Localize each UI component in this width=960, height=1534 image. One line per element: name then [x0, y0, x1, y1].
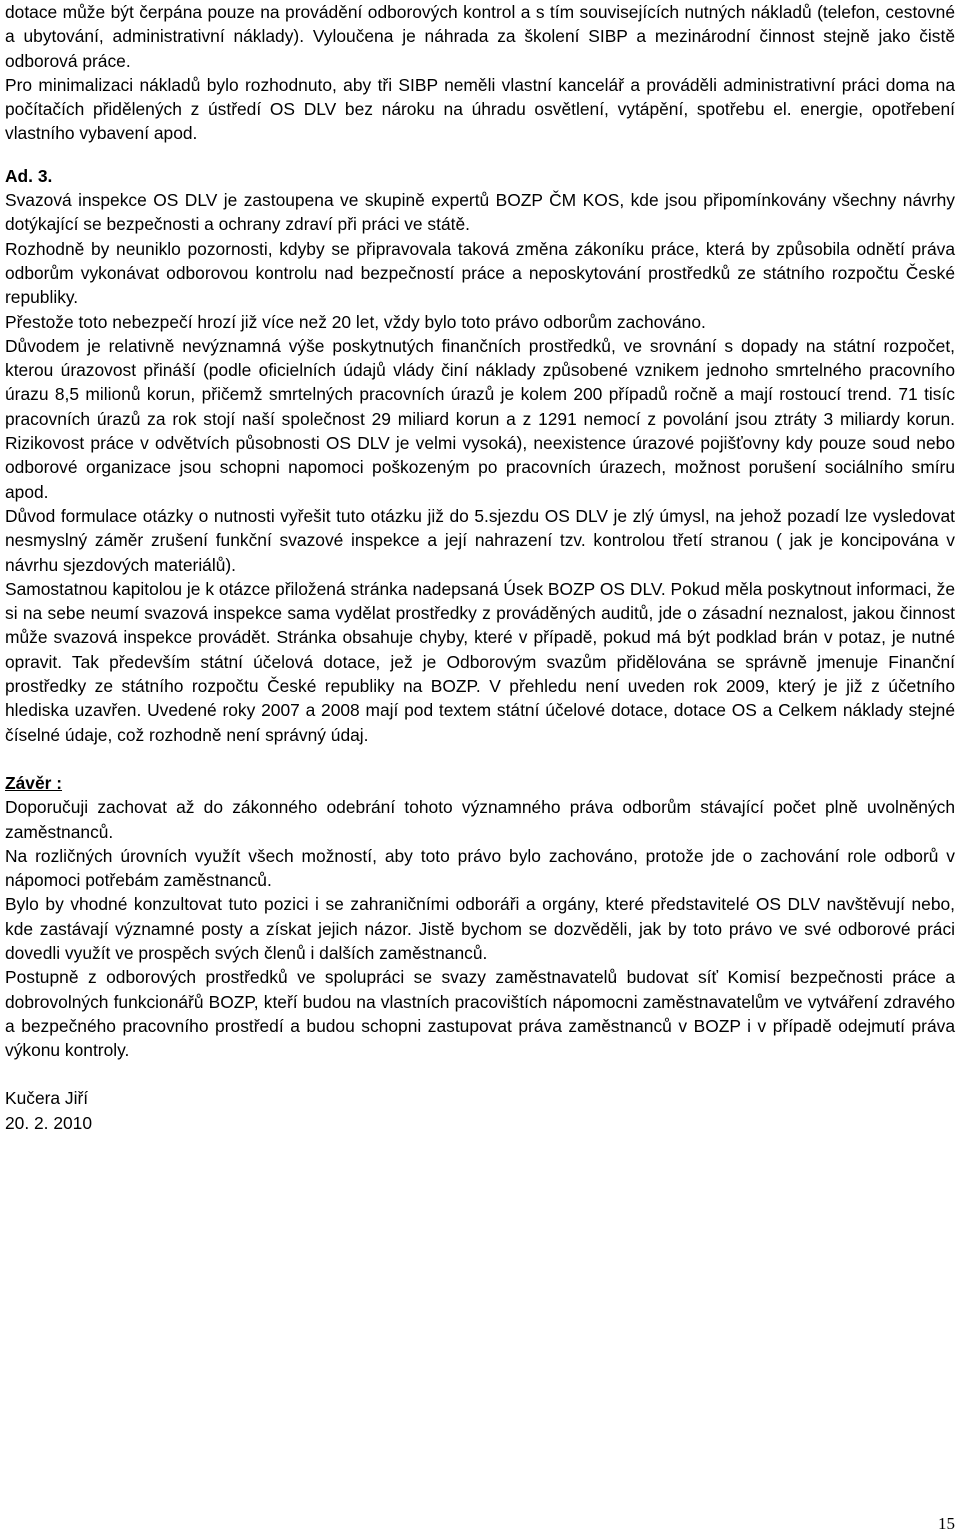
body-paragraph: Rozhodně by neuniklo pozornosti, kdyby se připravovala taková změna zákoníku práce, která by způsobila odnětí práva odborům vykonávat odborovou kontrolu nad bezpečností práce a neposkytování prostředků ze státního rozpočtu České republiky. — [5, 238, 955, 308]
body-paragraph: dotace může být čerpána pouze na provádění odborových kontrol a s tím souvisejících nutných nákladů (telefon, cestovné a ubytování, administrativní náklady). Vyloučena je náhrada za školení SIBP a mezinárodní činnost stejně jako čistě odborová práce. — [5, 2, 955, 71]
document-page — [5, 0, 955, 1135]
conclusion-heading: Závěr : — [5, 772, 63, 793]
body-paragraph: Důvod formulace otázky o nutnosti vyřešit tuto otázku již do 5.sjezdu OS DLV je zlý úmysl, na jehož pozadí lze vysledovat nesmyslný záměr zrušení funkční svazové inspekce a její nahrazení tzv. kontrolou třetí stranou ( jak je koncipována v návrhu sjezdových materiálů). — [5, 505, 955, 575]
spacer — [5, 146, 955, 164]
body-paragraph: Pro minimalizaci nákladů bylo rozhodnuto, aby tři SIBP neměli vlastní kancelář a prováděli administrativní práci doma na počítačích přidělených z ústředí OS DLV bez nároku na úhradu osvětlení, vytápění, spotřebu el. energie, opotřebení vlastního vybavení apod. — [5, 74, 955, 144]
spacer — [5, 747, 955, 771]
body-paragraph: Na rozličných úrovních využít všech možností, aby toto právo bylo zachováno, protože jde o zachování role odborů v nápomoci potřebám zaměstnanců. — [5, 845, 955, 891]
body-paragraph: Doporučuji zachovat až do zákonného odebrání tohoto významného práva odborům stávající počet plně uvolněných zaměstnanců. — [5, 797, 955, 842]
page-number: 15 — [938, 1514, 955, 1533]
body-paragraph: Přestože toto nebezpečí hrozí již více než 20 let, vždy bylo toto právo odborům zachováno. — [5, 311, 706, 332]
body-paragraph: Bylo by vhodné konzultovat tuto pozici i se zahraničními odboráři a orgány, které představitelé OS DLV navštěvují nebo, kde zastávají významné posty a získat jejich názor. Jistě bychom se dozvěděli, jak by toto právo ve své odborové práci dovedli využít ve prospěch svých členů i dalších zaměstnanců. — [5, 894, 955, 963]
signature-author: Kučera Jiří — [5, 1088, 89, 1109]
body-paragraph: Samostatnou kapitolou je k otázce přiložená stránka nadepsaná Úsek BOZP OS DLV. Pokud měla poskytnout informaci, že si na sebe neumí svazová inspekce sama vydělat prostředky z prováděných auditů, jde o zásadní neznalost, jakou činnost může svazová inspekce provádět. Stránka obsahuje chyby, které v případě, pokud má být podklad brán v potaz, je nutné opravit. Tak především státní účelová dotace, jež je Odborovým svazům přidělována se správně jmenuje Finanční prostředky ze státního rozpočtu České republiky na BOZP. V přehledu není uveden rok 2009, který je již z účetního hlediska uzavřen. Uvedené roky 2007 a 2008 mají pod textem státní účelové dotace, dotace OS a Celkem náklady stejné číselné údaje, což rozhodně není správný údaj. — [5, 578, 955, 745]
signature-date: 20. 2. 2010 — [5, 1112, 93, 1133]
spacer — [5, 1062, 955, 1086]
body-paragraph: Důvodem je relativně nevýznamná výše poskytnutých finančních prostředků, ve srovnání s dopady na státní rozpočet, kterou úrazovost přináší (podle oficielních údajů vlády činí náklady způsobené vznikem jednoho smrtelného pracovního úrazu 8,5 milionů korun, přičemž smrtelných pracovních úrazů je kolem 200 případů ročně a mají rostoucí trend. 71 tisíc pracovních úrazů za rok stojí naší společnost 29 miliard korun a z 1291 nemocí z povolání jsou ztráty 3 miliardy korun. Rizikovost práce v odvětvích působnosti OS DLV je velmi vysoká), neexistence úrazové pojišťovny kdy pouze soud nebo odborové organizace jsou schopni napomoci poškozeným po pracovních úrazech, možnost porušení sociálního smíru apod. — [5, 335, 955, 502]
section-heading: Ad. 3. — [5, 165, 53, 186]
body-paragraph: Svazová inspekce OS DLV je zastoupena ve skupině expertů BOZP ČM KOS, kde jsou připomínkovány všechny návrhy dotýkající se bezpečnosti a ochrany zdraví při práci ve státě. — [5, 190, 955, 235]
body-paragraph: Postupně z odborových prostředků ve spolupráci se svazy zaměstnavatelů budovat síť Komisí bezpečnosti práce a dobrovolných funkcionářů BOZP, kteří budou na vlastních pracovištích nápomocni zaměstnavatelům ve vytváření zdravého a bezpečného pracovního prostředí a budou schopni zastupovat práva zaměstnanců v BOZP i v případě odejmutí práva výkonu kontroly. — [5, 967, 955, 1061]
